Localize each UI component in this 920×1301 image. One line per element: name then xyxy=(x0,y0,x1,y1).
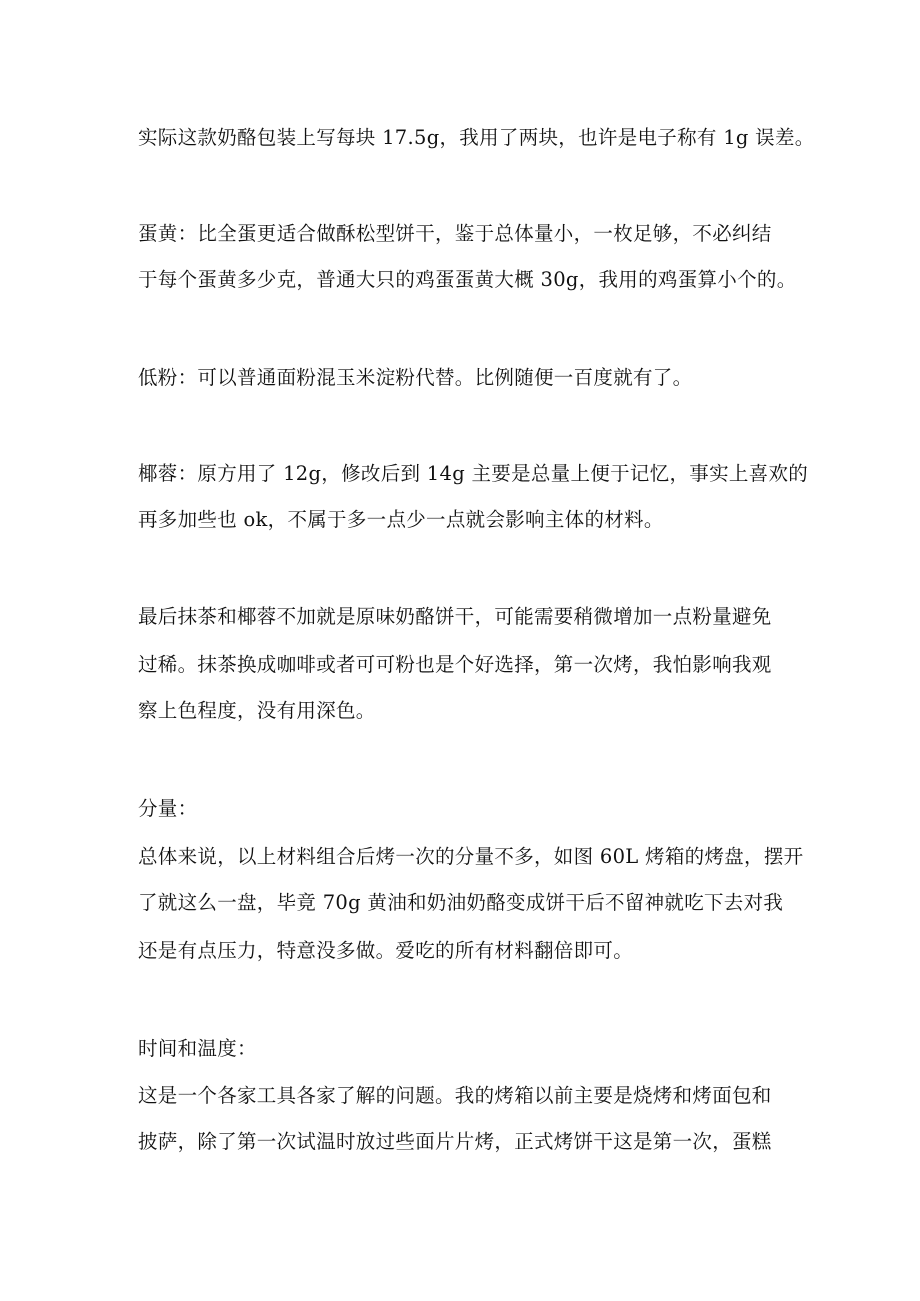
paragraph-variation-line-1: 最后抹茶和椰蓉不加就是原味奶酪饼干，可能需要稍微增加一点粉量避免 xyxy=(138,605,772,628)
paragraph-flour-line-1: 低粉：可以普通面粉混玉米淀粉代替。比例随便一百度就有了。 xyxy=(138,366,693,389)
paragraph-coconut-line-1: 椰蓉：原方用了 12g，修改后到 14g 主要是总量上便于记忆，事实上喜欢的 xyxy=(138,462,809,485)
paragraph-variation-line-2: 过稀。抹茶换成咖啡或者可可粉也是个好选择，第一次烤，我怕影响我观 xyxy=(138,653,772,676)
paragraph-time-temp-line-2: 披萨，除了第一次试温时放过些面片片烤，正式烤饼干这是第一次，蛋糕 xyxy=(138,1130,772,1153)
paragraph-egg-yolk-line-2: 于每个蛋黄多少克，普通大只的鸡蛋蛋黄大概 30g，我用的鸡蛋算小个的。 xyxy=(138,268,797,291)
paragraph-time-temp-line-1: 这是一个各家工具各家了解的问题。我的烤箱以前主要是烧烤和烤面包和 xyxy=(138,1084,772,1107)
section-heading-time-temp: 时间和温度： xyxy=(138,1037,257,1060)
paragraph-egg-yolk-line-1: 蛋黄：比全蛋更适合做酥松型饼干，鉴于总体量小，一枚足够，不必纠结 xyxy=(138,222,772,245)
paragraph-portion-line-2: 了就这么一盘，毕竟 70g 黄油和奶油奶酪变成饼干后不留神就吃下去对我 xyxy=(138,891,784,914)
paragraph-coconut-line-2: 再多加些也 ok，不属于多一点少一点就会影响主体的材料。 xyxy=(138,508,664,531)
paragraph-variation-line-3: 察上色程度，没有用深色。 xyxy=(138,699,376,722)
paragraph-portion-line-3: 还是有点压力，特意没多做。爱吃的所有材料翻倍即可。 xyxy=(138,939,634,962)
paragraph-cheese-line-1: 实际这款奶酪包装上写每块 17.5g，我用了两块，也许是电子称有 1g 误差。 xyxy=(138,126,815,149)
section-heading-portion: 分量： xyxy=(138,797,198,820)
paragraph-portion-line-1: 总体来说，以上材料组合后烤一次的分量不多，如图 60L 烤箱的烤盘，摆开 xyxy=(138,845,804,868)
